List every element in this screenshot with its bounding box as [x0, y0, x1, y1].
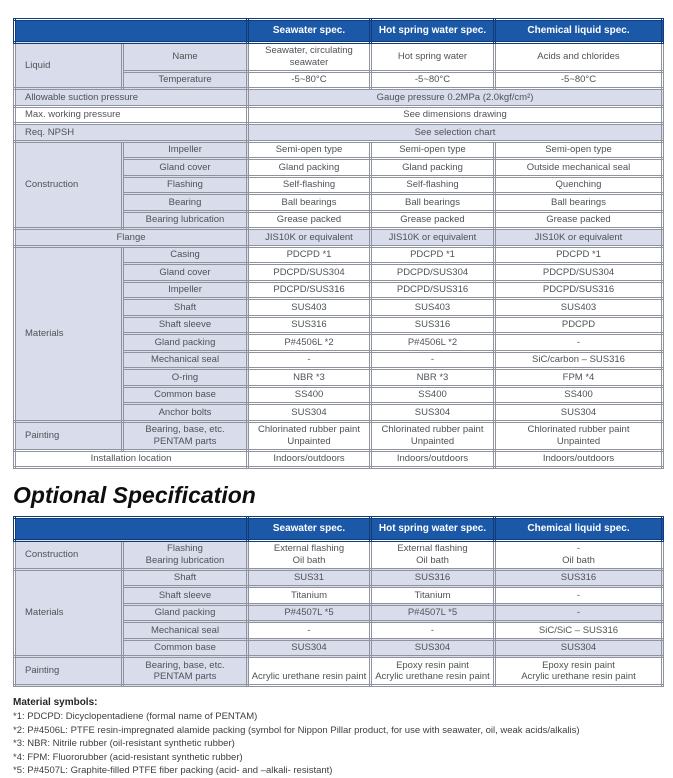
footnotes-title: Material symbols:	[13, 697, 98, 708]
column-header: Seawater spec.	[248, 518, 371, 541]
spec-value: SUS403	[248, 299, 371, 317]
spec-value: PDCPD *1	[248, 246, 371, 264]
column-header: Seawater spec.	[248, 20, 371, 43]
spec-value: JIS10K or equivalent	[371, 229, 495, 247]
spec-value: -	[495, 604, 663, 622]
spec-value: External flashing Oil bath	[371, 540, 495, 569]
row-label: Flashing Bearing lubrication	[123, 540, 248, 569]
column-header-blank	[15, 20, 248, 43]
row-label: Shaft sleeve	[123, 587, 248, 605]
row-label: O-ring	[123, 369, 248, 387]
spec-value: SUS316	[495, 569, 663, 587]
spec-value: -	[371, 622, 495, 640]
spec-value: NBR *3	[248, 369, 371, 387]
section-label: Painting	[15, 657, 123, 686]
row-label: Impeller	[123, 281, 248, 299]
row-label: Shaft	[123, 569, 248, 587]
section-label: Flange	[15, 229, 248, 247]
row-label: Shaft	[123, 299, 248, 317]
spec-value: SiC/carbon – SUS316	[495, 351, 663, 369]
spec-value: Gland packing	[371, 159, 495, 177]
row-label: Casing	[123, 246, 248, 264]
table-row	[15, 42, 663, 71]
spec-value: Epoxy resin paint Acrylic urethane resin paint	[371, 657, 495, 686]
spec-value: SS400	[371, 386, 495, 404]
column-header: Hot spring water spec.	[371, 518, 495, 541]
table-row	[15, 89, 663, 107]
spec-value: P#4506L *2	[248, 334, 371, 352]
section-label: Allowable suction pressure	[15, 89, 248, 107]
spec-value: - Oil bath	[495, 540, 663, 569]
footnote-item: *1: PDCPD: Dicyclopentadiene (formal name of PENTAM)	[13, 711, 258, 722]
row-label: Gland cover	[123, 159, 248, 177]
spec-value: SS400	[248, 386, 371, 404]
column-header: Chemical liquid spec.	[495, 518, 663, 541]
spec-value: -5~80°C	[371, 71, 495, 89]
spec-value: -	[495, 334, 663, 352]
spec-value: PDCPD/SUS304	[495, 264, 663, 282]
row-label: Mechanical seal	[123, 622, 248, 640]
optional-specification-heading: Optional Specification	[13, 482, 256, 508]
section-label: Painting	[15, 421, 123, 450]
section-label: Liquid	[15, 42, 123, 89]
row-label: Bearing	[123, 194, 248, 212]
spec-value: -5~80°C	[248, 71, 371, 89]
spec-value: PDCPD/SUS316	[495, 281, 663, 299]
spec-value: Ball bearings	[495, 194, 663, 212]
spec-value: Hot spring water	[371, 42, 495, 71]
spec-value: SUS304	[495, 639, 663, 657]
header-row	[15, 518, 663, 541]
row-label: Gland cover	[123, 264, 248, 282]
column-header: Chemical liquid spec.	[495, 20, 663, 43]
row-label: Common base	[123, 386, 248, 404]
optional-spec-table	[13, 516, 664, 687]
spec-value: Grease packed	[371, 211, 495, 229]
section-label: Req. NPSH	[15, 124, 248, 142]
footnote-item: *2: P#4506L: PTFE resin-impregnated alamide packing (symbol for Nippon Pillar product, for use with seawater, oil, weak acids/alkalis)	[13, 724, 580, 736]
spec-value: SS400	[495, 386, 663, 404]
row-label: Anchor bolts	[123, 404, 248, 422]
spec-value: PDCPD/SUS304	[371, 264, 495, 282]
spec-value: -5~80°C	[495, 71, 663, 89]
column-header: Hot spring water spec.	[371, 20, 495, 43]
table-row	[15, 569, 663, 587]
spec-value: -	[248, 351, 371, 369]
spec-value: Gland packing	[248, 159, 371, 177]
row-label: Gland packing	[123, 334, 248, 352]
spec-value: -	[371, 351, 495, 369]
spec-value: Semi-open type	[248, 141, 371, 159]
row-label: Flashing	[123, 176, 248, 194]
spec-value: -	[495, 587, 663, 605]
material-symbols-footnotes	[13, 696, 661, 778]
spec-value: JIS10K or equivalent	[495, 229, 663, 247]
table-row	[15, 450, 663, 468]
spec-value: FPM *4	[495, 369, 663, 387]
table-row	[15, 141, 663, 159]
spec-value: Seawater, circulating seawater	[248, 42, 371, 71]
spec-value: PDCPD *1	[495, 246, 663, 264]
spec-value: SUS304	[248, 404, 371, 422]
spec-value: Indoors/outdoors	[248, 450, 371, 468]
spec-value: P#4506L *2	[371, 334, 495, 352]
section-label: Materials	[15, 569, 123, 657]
table-row	[15, 229, 663, 247]
footnote-item: *5: P#4507L: Graphite-filled PTFE fiber packing (acid- and –alkali- resistant)	[13, 765, 333, 776]
spec-value: Semi-open type	[371, 141, 495, 159]
spec-value: Semi-open type	[495, 141, 663, 159]
spec-value: Acrylic urethane resin paint	[248, 657, 371, 686]
spec-value: -	[248, 622, 371, 640]
standard-spec-table	[13, 18, 664, 469]
spec-value: Chlorinated rubber paint Unpainted	[495, 421, 663, 450]
spec-value: SUS304	[371, 639, 495, 657]
table-row	[15, 421, 663, 450]
spec-value: PDCPD *1	[371, 246, 495, 264]
row-label: Bearing, base, etc. PENTAM parts	[123, 421, 248, 450]
spec-value: Chlorinated rubber paint Unpainted	[371, 421, 495, 450]
spec-value: Chlorinated rubber paint Unpainted	[248, 421, 371, 450]
section-label: Installation location	[15, 450, 248, 468]
spec-value: Grease packed	[495, 211, 663, 229]
spec-value: Self-flashing	[371, 176, 495, 194]
spec-value: Gauge pressure 0.2MPa (2.0kgf/cm²)	[248, 89, 663, 107]
table-row	[15, 657, 663, 686]
row-label: Bearing lubrication	[123, 211, 248, 229]
spec-value: Ball bearings	[371, 194, 495, 212]
spec-value: See selection chart	[248, 124, 663, 142]
row-label: Gland packing	[123, 604, 248, 622]
row-label: Temperature	[123, 71, 248, 89]
table-row	[15, 246, 663, 264]
spec-value: PDCPD/SUS316	[248, 281, 371, 299]
spec-value: PDCPD/SUS316	[371, 281, 495, 299]
spec-value: SUS304	[248, 639, 371, 657]
column-header-blank	[15, 518, 248, 541]
footnote-item: *3: NBR: Nitrile rubber (oil-resistant synthetic rubber)	[13, 738, 235, 749]
spec-value: See dimensions drawing	[248, 106, 663, 124]
row-label: Impeller	[123, 141, 248, 159]
spec-value: SUS316	[248, 316, 371, 334]
section-label: Materials	[15, 246, 123, 421]
spec-value: Quenching	[495, 176, 663, 194]
spec-value: Grease packed	[248, 211, 371, 229]
spec-value: SiC/SiC – SUS316	[495, 622, 663, 640]
spec-value: Epoxy resin paint Acrylic urethane resin paint	[495, 657, 663, 686]
footnote-item: *4: FPM: Fluororubber (acid-resistant synthetic rubber)	[13, 751, 243, 763]
section-label: Construction	[15, 141, 123, 229]
spec-value: SUS31	[248, 569, 371, 587]
spec-value: P#4507L *5	[248, 604, 371, 622]
spec-value: SUS316	[371, 569, 495, 587]
spec-value: Titanium	[248, 587, 371, 605]
spec-value: Indoors/outdoors	[371, 450, 495, 468]
spec-value: PDCPD/SUS304	[248, 264, 371, 282]
section-label: Construction	[15, 540, 123, 569]
spec-value: P#4507L *5	[371, 604, 495, 622]
row-label: Name	[123, 42, 248, 71]
spec-value: Indoors/outdoors	[495, 450, 663, 468]
spec-value: SUS403	[495, 299, 663, 317]
spec-value: Titanium	[371, 587, 495, 605]
table-row	[15, 540, 663, 569]
spec-value: SUS304	[371, 404, 495, 422]
row-label: Mechanical seal	[123, 351, 248, 369]
row-label: Shaft sleeve	[123, 316, 248, 334]
spec-value: NBR *3	[371, 369, 495, 387]
spec-value: JIS10K or equivalent	[248, 229, 371, 247]
row-label: Bearing, base, etc. PENTAM parts	[123, 657, 248, 686]
spec-value: SUS316	[371, 316, 495, 334]
row-label: Common base	[123, 639, 248, 657]
header-row	[15, 20, 663, 43]
spec-value: SUS304	[495, 404, 663, 422]
spec-value: Outside mechanical seal	[495, 159, 663, 177]
spec-value: SUS403	[371, 299, 495, 317]
spec-value: Self-flashing	[248, 176, 371, 194]
table-row	[15, 124, 663, 142]
spec-value: Ball bearings	[248, 194, 371, 212]
spec-value: PDCPD	[495, 316, 663, 334]
spec-value: Acids and chlorides	[495, 42, 663, 71]
section-label: Max. working pressure	[15, 106, 248, 124]
spec-value: External flashing Oil bath	[248, 540, 371, 569]
table-row	[15, 106, 663, 124]
